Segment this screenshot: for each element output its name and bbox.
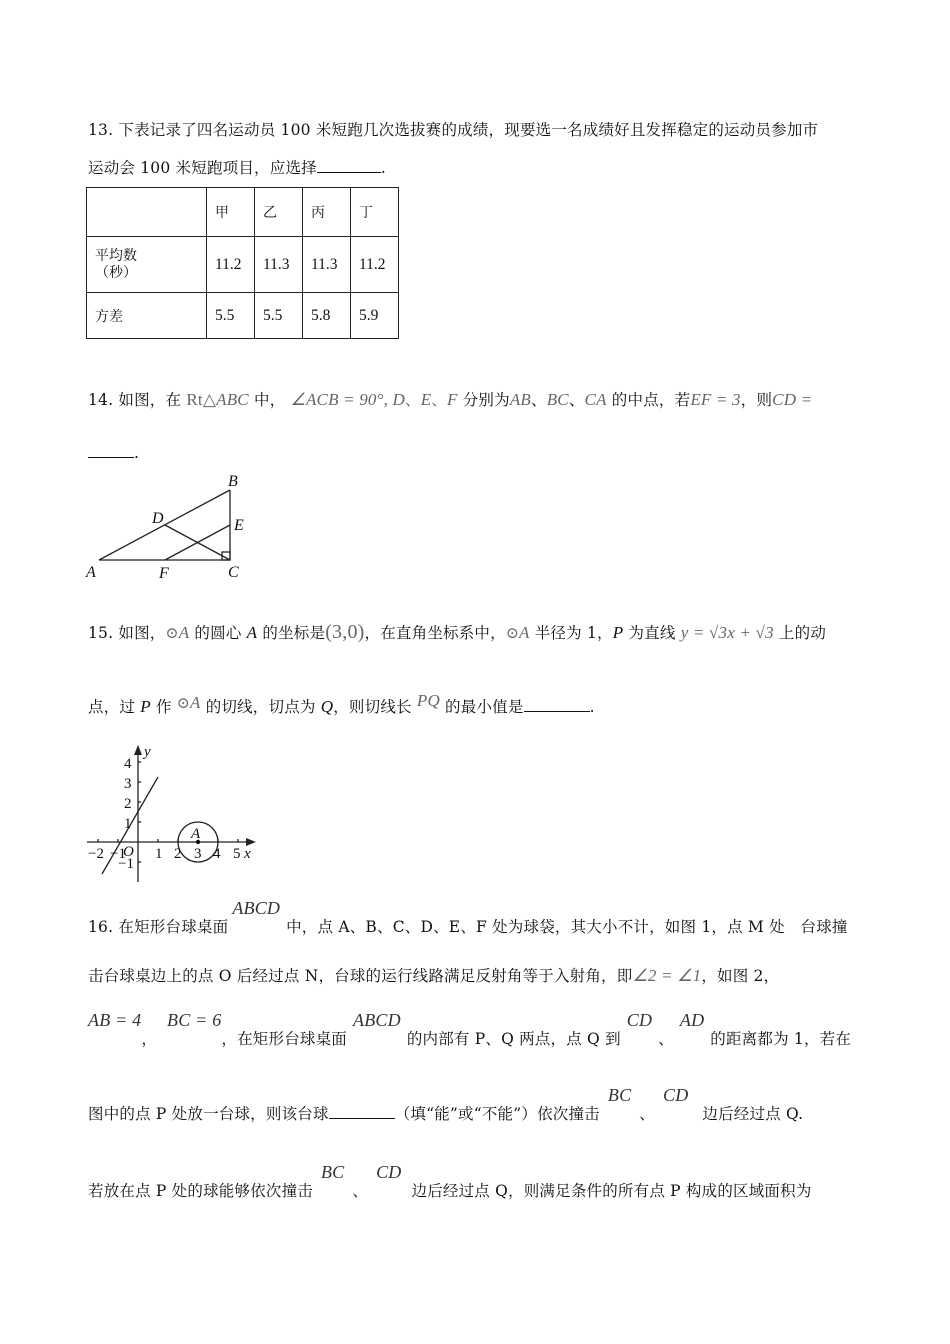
table-header-bing: 丙	[303, 188, 351, 237]
q15-text: 的切线，切点为	[200, 698, 321, 716]
q15-equation: y = √3x + √3	[680, 623, 774, 642]
table-cell: 5.5	[255, 293, 303, 339]
x-tick: −1	[110, 846, 126, 862]
y-tick: 1	[124, 816, 132, 832]
q14-e: E	[420, 390, 432, 409]
q15-text: 的圆心	[189, 624, 247, 642]
q16-line-5	[88, 1162, 812, 1201]
label-c: C	[228, 564, 239, 581]
x-tick: 3	[194, 846, 202, 862]
x-tick: 1	[155, 846, 163, 862]
q14-d: D	[392, 390, 406, 409]
x-axis-label: x	[244, 846, 251, 862]
table-cell: 5.8	[303, 293, 351, 339]
center-label: A	[191, 826, 201, 842]
q16-cd: CD	[626, 1010, 653, 1030]
q16-text: 若放在点 P 处的球能够依次撞击	[88, 1182, 313, 1200]
q15-text: ，在直角坐标系中，	[364, 624, 506, 642]
q15-period: .	[589, 698, 595, 716]
q15-coordinate: (3,0)	[325, 621, 365, 643]
q14-rt-triangle: Rt△	[186, 390, 217, 409]
q16-ad: AD	[679, 1010, 705, 1030]
sep: 、	[568, 391, 585, 409]
q16-bc: BC = 6	[167, 1010, 222, 1030]
q16-text: ，如图 2，	[701, 967, 780, 985]
label-f: F	[159, 565, 169, 582]
table-cell: 11.2	[207, 237, 255, 293]
q15-a: A	[519, 623, 530, 642]
label-a: A	[86, 564, 96, 581]
q16-text: 边后经过点 Q.	[702, 1105, 804, 1123]
sep: 、	[431, 391, 448, 409]
label-d: D	[152, 510, 164, 527]
circle-dot-symbol: ⊙	[505, 624, 520, 642]
sep: 、	[352, 1182, 369, 1200]
q14-abc: ABC	[216, 390, 249, 409]
q15-pq: PQ	[416, 691, 440, 710]
q15-p: P	[140, 697, 151, 716]
table-header-yi: 乙	[255, 188, 303, 237]
q16-text: 的内部有 P、Q 两点，点 Q 到	[406, 1030, 621, 1048]
q14-text: 中，	[248, 391, 286, 409]
q15-a: A	[189, 693, 201, 712]
q15-text: 的坐标是	[257, 624, 326, 642]
x-tick: 2	[174, 846, 182, 862]
q14-period: .	[134, 444, 140, 462]
q15-number: 15.	[88, 624, 114, 642]
q16-cd: CD	[663, 1085, 689, 1105]
q16-text: 的距离都为 1，若在	[710, 1030, 852, 1048]
sep: 、	[531, 391, 547, 409]
sep: 、	[639, 1105, 655, 1123]
q14-angle: ∠ACB = 90°,	[290, 390, 393, 409]
q16-line-4	[88, 1085, 804, 1124]
q16-bc: BC	[320, 1162, 345, 1182]
q14-text: 如图，在	[118, 391, 182, 409]
sep: ，	[141, 1030, 158, 1048]
q14-bc: BC	[546, 390, 569, 409]
x-tick: −2	[88, 846, 104, 862]
q13-number: 13.	[88, 121, 114, 139]
table-cell: 5.5	[207, 293, 255, 339]
q16-text: 击台球桌边上的点 O 后经过点 N，台球的运行线路满足反射角等于入射角，即	[88, 967, 633, 985]
q16-text: 图中的点 P 处放一台球，则该台球	[88, 1105, 329, 1123]
q14-text: ，则	[740, 391, 773, 409]
q15-a: A	[178, 623, 190, 642]
row-label-line1: 平均数	[95, 247, 137, 264]
q15-text: 如图，	[118, 624, 166, 642]
q16-line-1	[88, 898, 848, 937]
y-tick: 4	[124, 756, 132, 772]
q16-text: （填“能”或“不能”）依次撞击	[394, 1105, 600, 1123]
y-axis-label: y	[144, 744, 151, 760]
q14-text: 的中点，若	[606, 391, 691, 409]
q14-text: 分别为	[457, 391, 510, 409]
q16-text: ，在矩形台球桌面	[221, 1030, 348, 1048]
y-tick: −1	[118, 856, 134, 872]
q15-q: Q	[320, 697, 334, 716]
q13-text-1: 下表记录了四名运动员 100 米短跑几次选拔赛的成绩，现要选一名成绩好且发挥稳定的运动员参加市	[118, 121, 819, 139]
q13-period: .	[380, 159, 386, 177]
origin-label: O	[123, 844, 134, 860]
table-header-jia: 甲	[207, 188, 255, 237]
q16-angles: ∠2 = ∠1	[632, 966, 702, 985]
q15-text: 点，过	[88, 698, 141, 716]
table-row-label: 方差	[87, 293, 207, 339]
q16-text: 在矩形台球桌面	[118, 918, 229, 936]
q16-abcd: ABCD	[232, 898, 281, 918]
label-e: E	[234, 517, 244, 534]
label-b: B	[228, 473, 238, 490]
q15-a: A	[246, 623, 258, 642]
q16-number: 16.	[88, 918, 114, 936]
q14-ab: AB	[509, 390, 532, 409]
q16-text: 边后经过点 Q，则满足条件的所有点 P 构成的区域面积为	[411, 1182, 812, 1200]
q14-f: F	[447, 390, 458, 409]
q16-abcd: ABCD	[353, 1010, 401, 1030]
q16-answer-blank-1[interactable]	[329, 1104, 395, 1119]
q14-ca: CA	[584, 390, 607, 409]
q16-cd: CD	[376, 1162, 402, 1182]
q15-text: 为直线	[623, 624, 681, 642]
circle-dot-symbol: ⊙	[176, 694, 190, 712]
q15-text: 作	[150, 698, 177, 716]
q16-text: 中，点 A、B、C、D、E、F 处为球袋，其大小不计，如图 1，点 M 处 台球撞	[286, 918, 848, 936]
q15-p: P	[612, 623, 624, 642]
q16-bc: BC	[607, 1085, 632, 1105]
q13-text-2: 运动会 100 米短跑项目，应选择	[88, 159, 317, 177]
x-tick: 4	[213, 846, 221, 862]
q16-line-2	[88, 966, 779, 986]
table-cell: 11.3	[303, 237, 351, 293]
x-tick: 5	[233, 846, 241, 862]
q16-line-3	[88, 1010, 852, 1049]
row-label-line2: （秒）	[95, 264, 137, 281]
table-cell: 11.2	[351, 237, 399, 293]
q15-text: ，则切线长	[333, 698, 417, 716]
table-header-ding: 丁	[351, 188, 399, 237]
q15-text: 上的动	[773, 624, 827, 642]
q15-text: 半径为 1，	[529, 624, 613, 642]
q14-number: 14.	[88, 391, 114, 409]
sep: 、	[658, 1030, 674, 1048]
q15-text: 的最小值是	[439, 698, 524, 716]
table-cell: 11.3	[255, 237, 303, 293]
q14-cd: CD =	[772, 390, 813, 409]
q14-ef: EF = 3	[690, 390, 741, 409]
q16-ab: AB = 4	[88, 1010, 142, 1030]
y-tick: 3	[124, 776, 132, 792]
table-cell: 5.9	[351, 293, 399, 339]
y-tick: 2	[124, 796, 132, 812]
circle-dot-symbol: ⊙	[165, 624, 179, 642]
sep: 、	[405, 391, 421, 409]
